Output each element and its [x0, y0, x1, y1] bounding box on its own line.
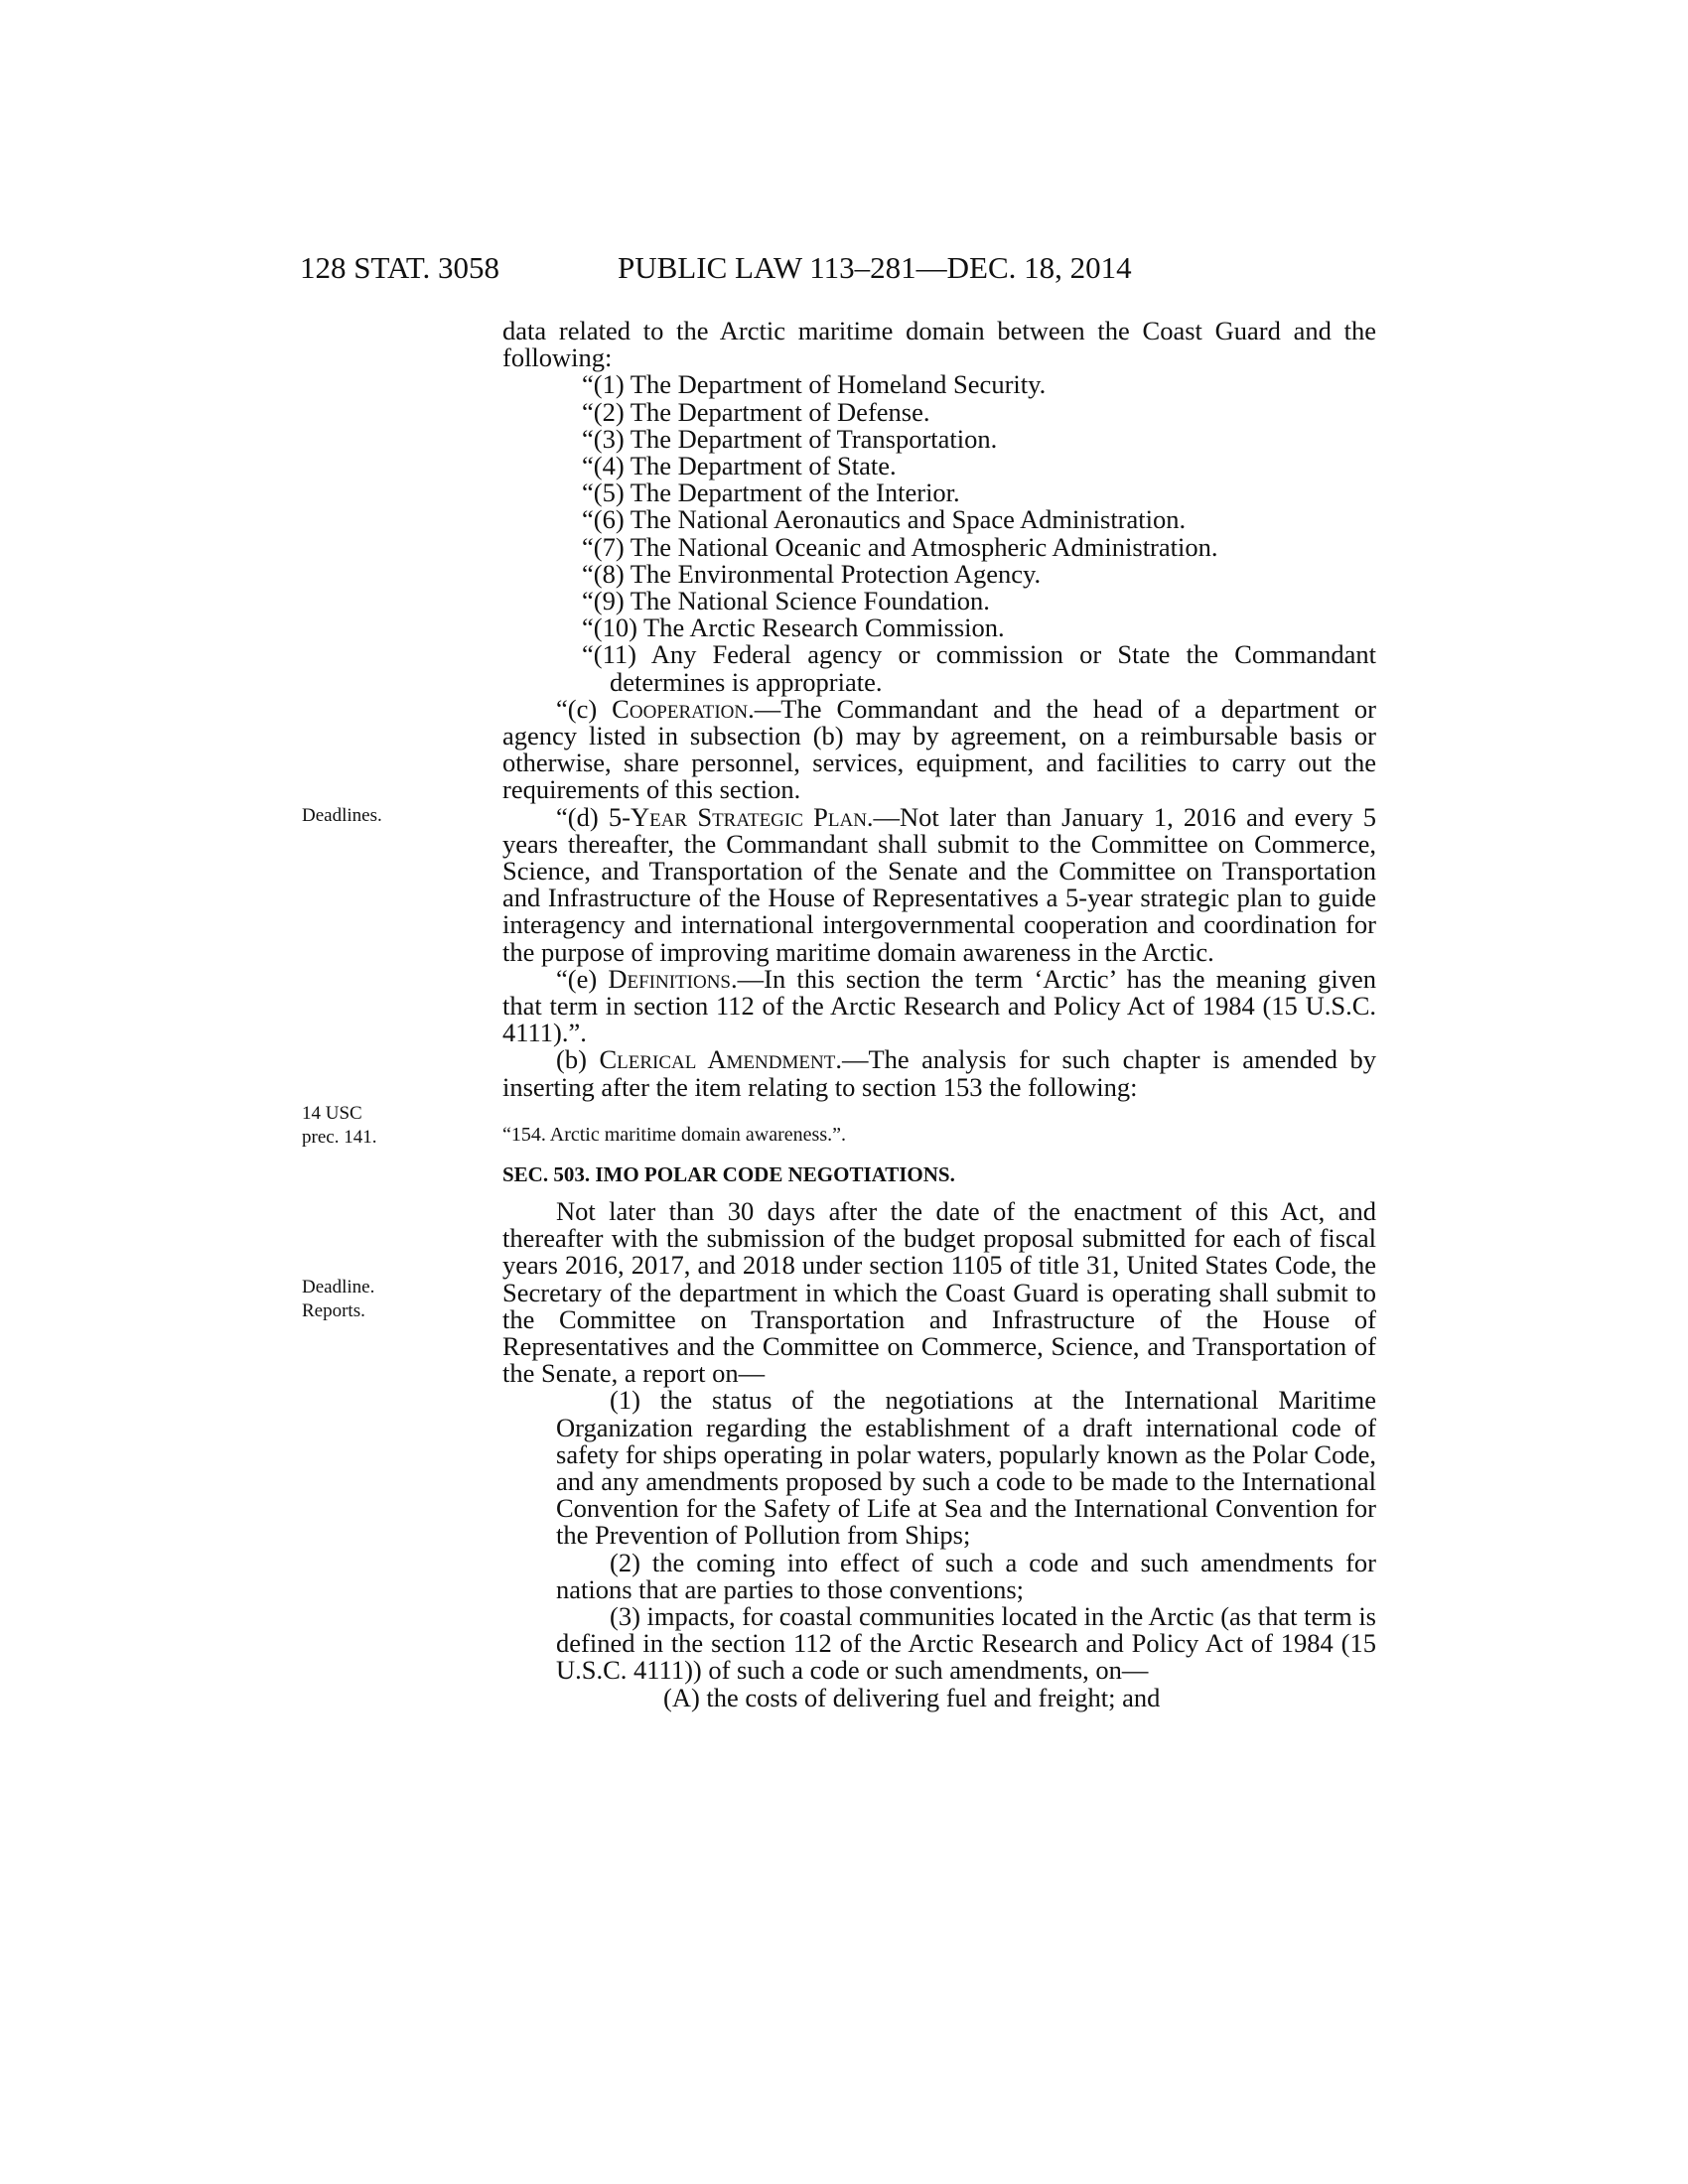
strategic-plan-paragraph — [502, 801, 1376, 967]
list-item-5: “(5) The Department of the Interior. — [582, 478, 960, 508]
list-item-1: “(1) The Department of Homeland Security. — [582, 369, 1047, 400]
definitions-paragraph — [502, 963, 1376, 1048]
report-item-3: (3) impacts, for coastal communities located in the Arctic (as that term is defined in the section 112 of the Arctic Research and Policy Act of 1984 (15 U.S.C. 4111)) of such a code or such amendments, on— — [556, 1600, 1376, 1686]
section-heading: SEC. 503. IMO POLAR CODE NEGOTIATIONS. — [502, 1161, 955, 1186]
page-header — [0, 250, 1688, 290]
statute-page-reference: 128 STAT. 3058 — [300, 250, 500, 285]
cooperation-lead: “(c) — [556, 693, 613, 724]
clerical-text: .—The analysis for such chapter is amended by inserting after the item relating to section 153 the following: — [502, 1044, 1376, 1102]
report-item-2: (2) the coming into effect of such a code and such amendments for nations that are parties to those conventions; — [556, 1547, 1376, 1604]
report-item-1: (1) the status of the negotiations at the International Maritime Organization regarding the establishment of a draft international code of safety for ships operating in polar waters, popularly known as the Polar Code, and any amendments proposed by such a code to be made to the International Convention for the Safety of Life at Sea and the International Convention for the Prevention of Pollution from Ships; — [556, 1385, 1376, 1551]
cooperation-paragraph — [502, 693, 1376, 805]
definitions-lead: “(e) — [556, 963, 609, 994]
list-item-11: “(11) Any Federal agency or commission or State the Commandant determines is appropriate. — [582, 639, 1376, 697]
running-head: PUBLIC LAW 113–281—DEC. 18, 2014 — [618, 250, 1132, 285]
list-item-2: “(2) The Department of Defense. — [582, 396, 930, 427]
list-item-4: “(4) The Department of State. — [582, 451, 897, 481]
list-item-8: “(8) The Environmental Protection Agency. — [582, 558, 1042, 589]
intro-paragraph: data related to the Arctic maritime domain between the Coast Guard and the following: — [502, 316, 1376, 373]
strategic-plan-heading: 5-Year Strategic Plan — [608, 801, 867, 832]
report-subitem-a: (A) the costs of delivering fuel and freight; and — [663, 1682, 1161, 1712]
definitions-text: .—In this section the term ‘Arctic’ has the meaning given that term in section 112 of the Arctic Research and Policy Act of 1984 (15 U.S.C. 4111).”. — [502, 963, 1376, 1048]
margin-note-usc-prec: prec. 141. — [302, 1127, 377, 1148]
list-item-9: “(9) The National Science Foundation. — [582, 586, 990, 616]
list-item-10: “(10) The Arctic Research Commission. — [582, 613, 1005, 643]
list-item-6: “(6) The National Aeronautics and Space Administration. — [582, 504, 1187, 535]
clerical-item: “154. Arctic maritime domain awareness.”. — [502, 1123, 846, 1146]
cooperation-text: .—The Commandant and the head of a department or agency listed in subsection (b) may by agreement, on a reimbursable basis or otherwise, share personnel, services, equipment, and facilities to carry out the requirements of this section. — [502, 693, 1376, 805]
clerical-amendment-paragraph — [502, 1046, 1376, 1100]
strategic-plan-text: .—Not later than January 1, 2016 and every 5 years thereafter, the Commandant shall submit to the Committee on Commerce, Science, and Transportation of the Senate and the Committee on Transportation and Infrastructure of the House of Representatives a 5-year strategic plan to guide interagency and international intergovernmental cooperation and coordination for the purpose of improving maritime domain awareness in the Arctic. — [502, 801, 1376, 967]
margin-note-deadlines: Deadlines. — [302, 805, 382, 826]
margin-note-usc: 14 USC — [302, 1103, 362, 1124]
list-item-7: “(7) The National Oceanic and Atmospheric Administration. — [582, 531, 1218, 562]
clerical-lead: (b) — [556, 1044, 600, 1075]
margin-note-reports: Reports. — [302, 1300, 365, 1321]
clerical-heading: Clerical Amendment — [599, 1044, 836, 1075]
strategic-plan-lead: “(d) — [556, 801, 609, 832]
section-503-paragraph: Not later than 30 days after the date of the enactment of this Act, and thereafter with the submission of the budget proposal submitted for each of fiscal years 2016, 2017, and 2018 under section 1105 of title 31, United States Code, the Secretary of the department in which the Coast Guard is operating shall submit to the Committee on Transportation and Infrastructure of the House of Representatives and the Committee on Commerce, Science, and Transportation of the Senate, a report on— — [502, 1195, 1376, 1389]
definitions-heading: Definitions — [608, 963, 732, 994]
list-item-3: “(3) The Department of Transportation. — [582, 423, 998, 454]
margin-note-deadline: Deadline. — [302, 1277, 375, 1297]
statute-body — [502, 318, 1376, 1711]
cooperation-heading: Cooperation — [612, 693, 749, 724]
